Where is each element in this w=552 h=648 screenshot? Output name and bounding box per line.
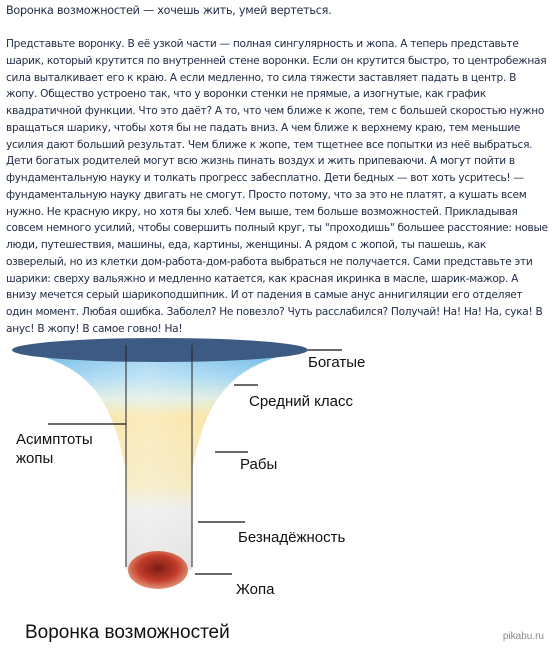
label-middle-class: Средний класс <box>249 393 353 410</box>
label-asymptotes: Асимптоты жопы <box>16 431 93 467</box>
post-title: Воронка возможностей — хочешь жить, умей вертеться. <box>6 4 332 17</box>
label-rich: Богатые <box>308 354 366 371</box>
diagram-caption: Воронка возможностей <box>25 622 230 643</box>
bottom-blob <box>128 551 188 589</box>
post-paragraph: Представьте воронку. В её узкой части — полная сингулярность и жопа. А теперь представьте шарик, который крутится по внутренней стене воронки. Если он крутится быстро, то центробежная сила выталкивает его к краю. А если медленно, то сила тяжести заставляет падать в центр. В жопу. Общество устроено так, что у воронки стенки не прямые, а изогнутые, как график квадратичной функции. Что это даёт? А то, что чем ближе к жопе, тем с большей скоростью нужно вращаться шарику, чтобы хотя бы не падать вниз. А чем ближе к верхнему краю, тем меньшие усилия дают больший результат. Чем ближе к жопе, тем тщетнее все попытки из неё выбраться. Дети богатых родителей могут всю жизнь пинать воздух и жить припеваючи. А могут пойти в фундаментальную науку и толкать прогресс забесплатно. Дети бедных — вот хоть усритесь! — фундаментальную науку двигать не смогут. Просто потому, что за это не платят, а кушать всем нужно. Не красную икру, но хотя бы хлеб. Чем выше, тем больше возможностей. Прикладывая совсем немного усилий, чтобы совершить полный круг, ты "проходишь" большее расстояние: новые люди, путешествия, машины, еда, картины, женщины. А рядом с жопой, ты пашешь, как озверелый, но из клетки дом-работа-дом-работа выбраться не получается. Сами представьте эти шарики: сверху вальяжно и медленно катается, как красная икринка в масле, шарик-мажор. А внизу мечется серый шарикоподшипник. И от падения в самые анус аннигиляции его отделяет один момент. Любая ошибка. Заболел? Не повезло? Чуть расслабился? Получай! На! На! На, сука! В анус! В жопу! В самое говно! На! <box>6 38 548 335</box>
label-bottom: Жопа <box>236 581 275 598</box>
label-hopelessness: Безнадёжность <box>238 529 346 546</box>
site-watermark: pikabu.ru <box>502 631 544 642</box>
funnel-diagram <box>0 335 552 625</box>
label-slaves: Рабы <box>240 456 278 473</box>
funnel-rim <box>12 338 308 362</box>
post-body <box>6 36 548 338</box>
